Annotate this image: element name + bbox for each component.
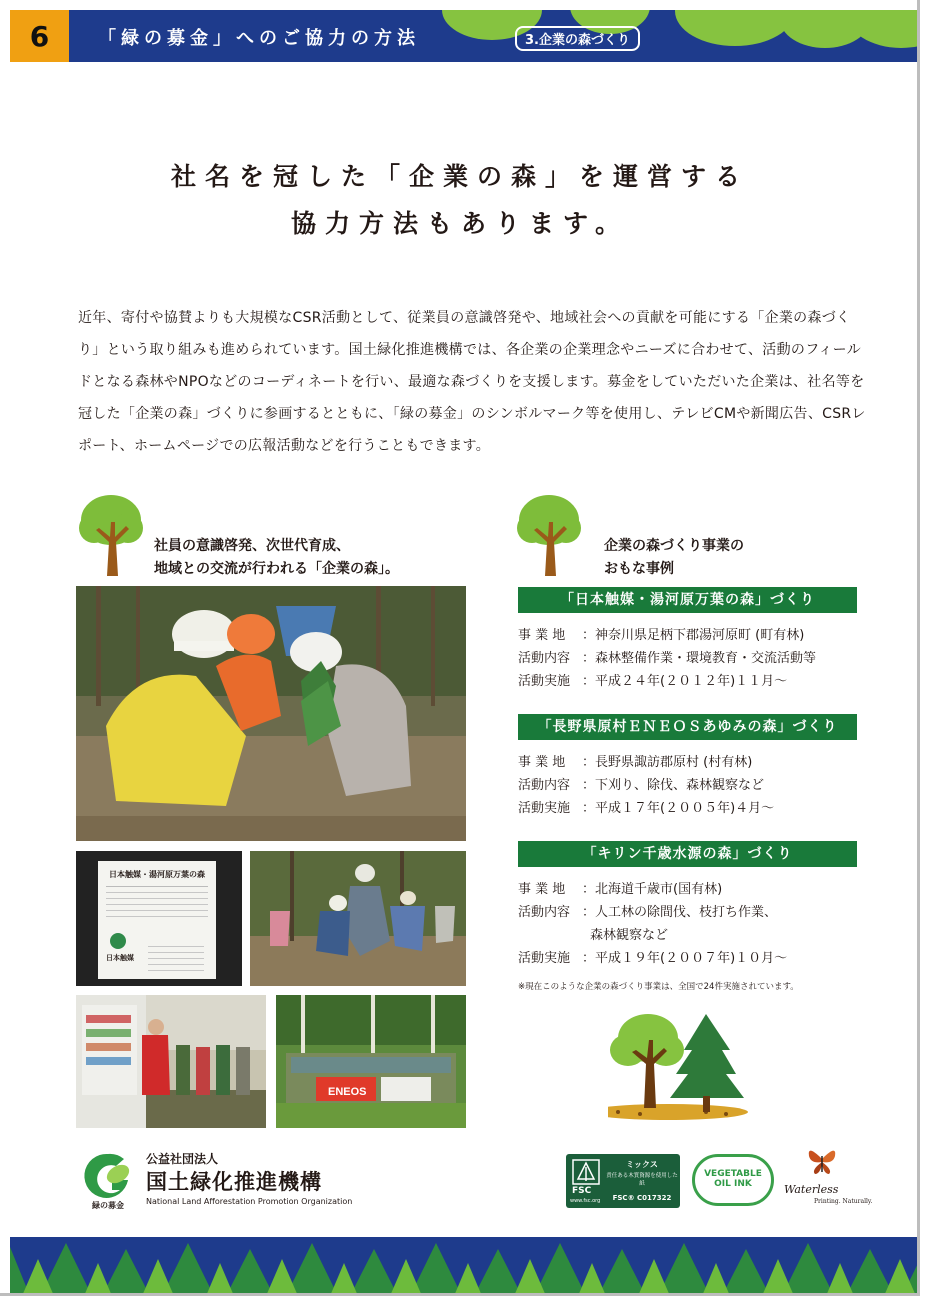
banner-text: ENEOS xyxy=(328,1086,367,1098)
vegetable-oil-ink-badge xyxy=(692,1154,774,1206)
tree-icon xyxy=(516,492,582,576)
case-location xyxy=(518,624,804,643)
main-title-line1: 社名を冠した「企業の森」を運営する xyxy=(170,162,749,191)
sign-title: 日本触媒・湯河原万葉の森 xyxy=(109,870,205,879)
fsc-code: FSC® C017322 xyxy=(612,1194,672,1202)
case-label: 事 業 地 xyxy=(518,628,566,643)
fsc-badge xyxy=(566,1154,680,1208)
case-date xyxy=(518,670,787,689)
header-cloud-decoration xyxy=(675,10,795,46)
header-bar xyxy=(10,10,918,62)
main-title-line2: 協力方法もあります。 xyxy=(290,209,629,238)
veg-line2: OIL INK xyxy=(714,1179,752,1189)
left-caption-line1: 社員の意識啓発、次世代育成、 xyxy=(154,538,350,554)
case-label: 活動実施 xyxy=(518,801,571,816)
main-tree-planting-photo xyxy=(76,586,466,841)
right-caption xyxy=(604,535,744,581)
fsc-desc: 責任ある木質資源を使用した紙 xyxy=(606,1173,678,1187)
case-activity xyxy=(518,774,764,793)
case-title: 「長野県原村ＥＮＥＯＳあゆみの森」づくり xyxy=(518,714,857,740)
case-location xyxy=(518,878,722,897)
group-photo xyxy=(276,995,466,1128)
case-label: 活動内容 xyxy=(518,905,571,920)
case-value: ：長野県諏訪郡原村 (村有林) xyxy=(582,755,753,770)
sign-logo-icon xyxy=(110,933,126,949)
case-label: 活動実施 xyxy=(518,951,571,966)
page-number: 6 xyxy=(10,10,69,62)
case-activity xyxy=(518,647,816,666)
case-location xyxy=(518,751,752,770)
case-value: ：下刈り、除伐、森林観察など xyxy=(582,778,765,793)
case-value: ：平成１７年(２００５年)４月〜 xyxy=(582,801,775,816)
org-name-en: National Land Afforestation Promotion Organization xyxy=(146,1197,353,1206)
footnote: ※現在このような企業の森づくり事業は、全国で24件実施されています。 xyxy=(518,982,799,992)
butterfly-icon xyxy=(805,1142,839,1176)
fsc-site: www.fsc.org xyxy=(570,1198,601,1204)
sign-photo xyxy=(76,851,242,986)
group-planting-photo xyxy=(250,851,466,986)
veg-line1: VEGETABLE xyxy=(704,1169,762,1179)
logo-caption: 緑の募金 xyxy=(92,1201,124,1210)
fsc-label: FSC xyxy=(572,1186,592,1196)
sign-board xyxy=(98,861,216,979)
forest-illustration xyxy=(608,1008,750,1120)
org-name: 国土緑化推進機構 xyxy=(146,1170,322,1194)
right-caption-line1: 企業の森づくり事業の xyxy=(604,538,744,554)
case-date xyxy=(518,947,787,966)
section-tag: 3.企業の森づくり xyxy=(515,26,640,51)
case-value: ：神奈川県足柄下郡湯河原町 (町有林) xyxy=(582,628,805,643)
case-value: ：森林整備作業・環境教育・交流活動等 xyxy=(582,651,817,666)
intro-paragraph: 近年、寄付や協賛よりも大規模なCSR活動として、従業員の意識啓発や、地域社会への貢献を可能にする「企業の森づくり」という取り組みも進められています。国土緑化推進機構では、各企業の企業理念やニーズに合わせて、活動のフィールドとなる森林やNPOなどのコーディネートを行い、最適な森づくりを支援します。募金をしていただいた企業は、社名等を冠した「企業の森」づくりに参画するとともに、「緑の募金」のシンボルマーク等を使用し、テレビCMや新聞広告、CSRレポート、ホームページでの広報活動などを行うこともできます。 xyxy=(78,310,866,454)
tree-icon xyxy=(78,492,144,576)
case-value: ：平成２４年(２０１２年)１１月〜 xyxy=(582,674,788,689)
case-label: 事 業 地 xyxy=(518,755,566,770)
case-title: 「キリン千歳水源の森」づくり xyxy=(518,841,857,867)
case-value: ：平成１９年(２００７年)１０月〜 xyxy=(582,951,788,966)
footer-band xyxy=(10,1237,918,1296)
fsc-tree-icon xyxy=(572,1159,600,1185)
case-label: 事 業 地 xyxy=(518,882,566,897)
sign-text-lines xyxy=(106,886,208,921)
left-caption-line2: 地域との交流が行われる「企業の森」。 xyxy=(154,561,399,577)
header-title: 「緑の募金」へのご協力の方法 xyxy=(98,28,420,49)
fsc-mix: ミックス xyxy=(626,1160,658,1169)
sign-logo-text: 日本触媒 xyxy=(106,954,134,962)
case-label: 活動内容 xyxy=(518,778,571,793)
waterless-name: Waterless xyxy=(784,1183,839,1196)
header-cloud-decoration xyxy=(846,10,918,48)
footer-forest-decoration xyxy=(10,1237,918,1296)
case-value: ：人工林の除間伐、枝打ち作業、 xyxy=(582,905,778,920)
org-type: 公益社団法人 xyxy=(146,1152,219,1166)
event-photo xyxy=(76,995,266,1128)
case-activity-continued: 森林観察など xyxy=(590,928,669,943)
right-caption-line2: おもな事例 xyxy=(604,561,674,577)
sign-small-text xyxy=(148,941,204,971)
case-label: 活動内容 xyxy=(518,651,571,666)
case-label: 活動実施 xyxy=(518,674,571,689)
case-title: 「日本触媒・湯河原万葉の森」づくり xyxy=(518,587,857,613)
case-value: ：北海道千歳市(国有林) xyxy=(582,882,723,897)
left-caption xyxy=(154,535,399,581)
waterless-sub: Printing. Naturally. xyxy=(814,1198,873,1205)
case-date xyxy=(518,797,774,816)
case-activity xyxy=(518,901,777,920)
